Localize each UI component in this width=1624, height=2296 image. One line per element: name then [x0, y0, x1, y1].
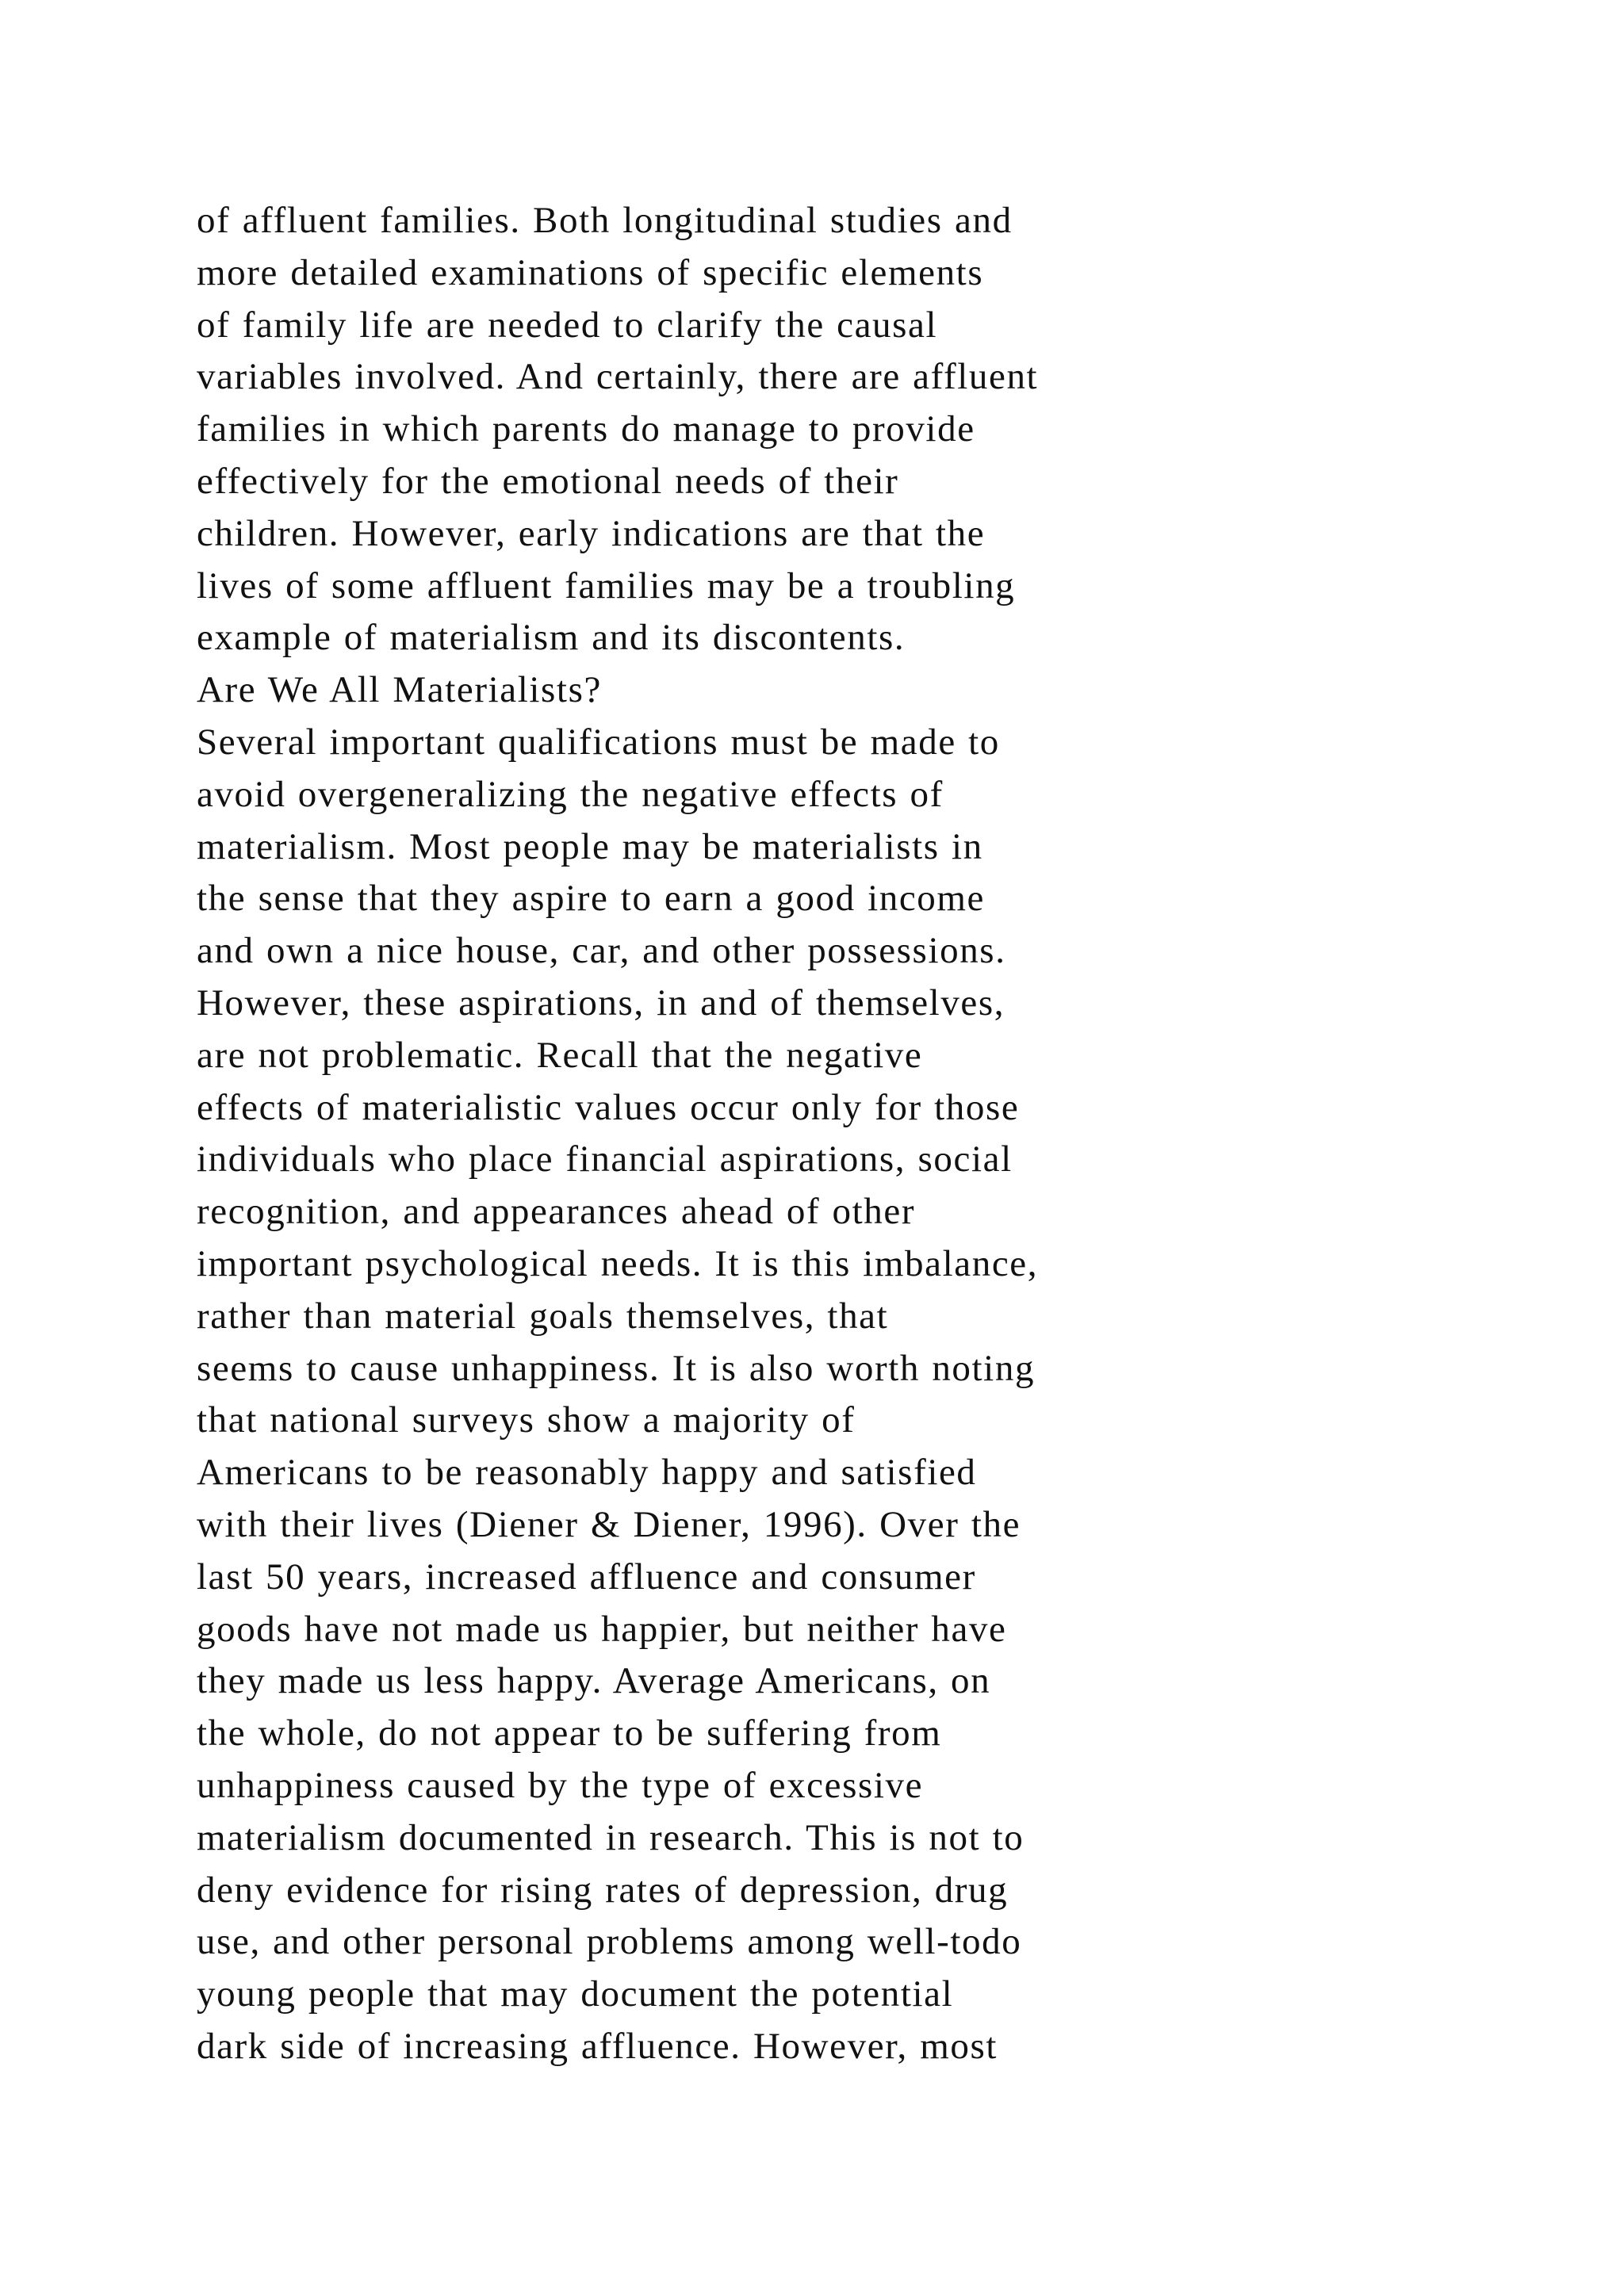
body-text [197, 195, 1465, 2073]
text-line: last 50 years, increased affluence and consumer [197, 1556, 976, 1598]
text-line: the sense that they aspire to earn a good income [197, 878, 986, 920]
text-line: of family life are needed to clarify the causal [197, 304, 938, 346]
text-line: materialism documented in research. This is not to [197, 1816, 1025, 1858]
text-line: young people that may document the potential [197, 1973, 954, 2015]
text-line: recognition, and appearances ahead of other [197, 1191, 916, 1233]
text-line: avoid overgeneralizing the negative effects of [197, 773, 944, 815]
text-line: lives of some affluent families may be a troubling [197, 564, 1016, 607]
text-line: dark side of increasing affluence. However, most [197, 2025, 998, 2067]
text-line: example of materialism and its discontents. [197, 617, 906, 659]
text-line: with their lives (Diener & Diener, 1996). Over the [197, 1503, 1021, 1545]
text-line: individuals who place financial aspirations, social [197, 1138, 1013, 1181]
text-line: Several important qualifications must be made to [197, 721, 1000, 763]
text-line: of affluent families. Both longitudinal studies and [197, 200, 1013, 241]
text-line: variables involved. And certainly, there are affluent [197, 356, 1039, 398]
text-line: materialism. Most people may be materialists in [197, 825, 983, 867]
text-line: goods have not made us happier, but neither have [197, 1608, 1007, 1650]
text-line: rather than material goals themselves, that [197, 1295, 889, 1337]
text-line: seems to cause unhappiness. It is also worth noting [197, 1347, 1036, 1389]
text-line: and own a nice house, car, and other possessions. [197, 930, 1006, 972]
text-line: children. However, early indications are that the [197, 512, 986, 554]
text-line: Americans to be reasonably happy and satisfied [197, 1452, 977, 1494]
text-line: more detailed examinations of specific elements [197, 251, 984, 293]
text-line: unhappiness caused by the type of excessive [197, 1764, 924, 1806]
text-line: effects of materialistic values occur only for those [197, 1086, 1020, 1128]
text-line: effectively for the emotional needs of their [197, 460, 899, 502]
text-line: However, these aspirations, in and of themselves, [197, 982, 1005, 1024]
text-line: important psychological needs. It is this imbalance, [197, 1242, 1039, 1284]
section-heading: Are We All Materialists? [197, 669, 602, 711]
text-line: are not problematic. Recall that the negative [197, 1034, 923, 1076]
text-line: families in which parents do manage to provide [197, 408, 975, 450]
text-line: they made us less happy. Average Americans, on [197, 1660, 991, 1702]
text-line: deny evidence for rising rates of depression, drug [197, 1869, 1009, 1911]
text-line: that national surveys show a majority of [197, 1399, 856, 1441]
text-line: the whole, do not appear to be suffering from [197, 1712, 942, 1755]
text-line: use, and other personal problems among well-todo [197, 1921, 1022, 1963]
